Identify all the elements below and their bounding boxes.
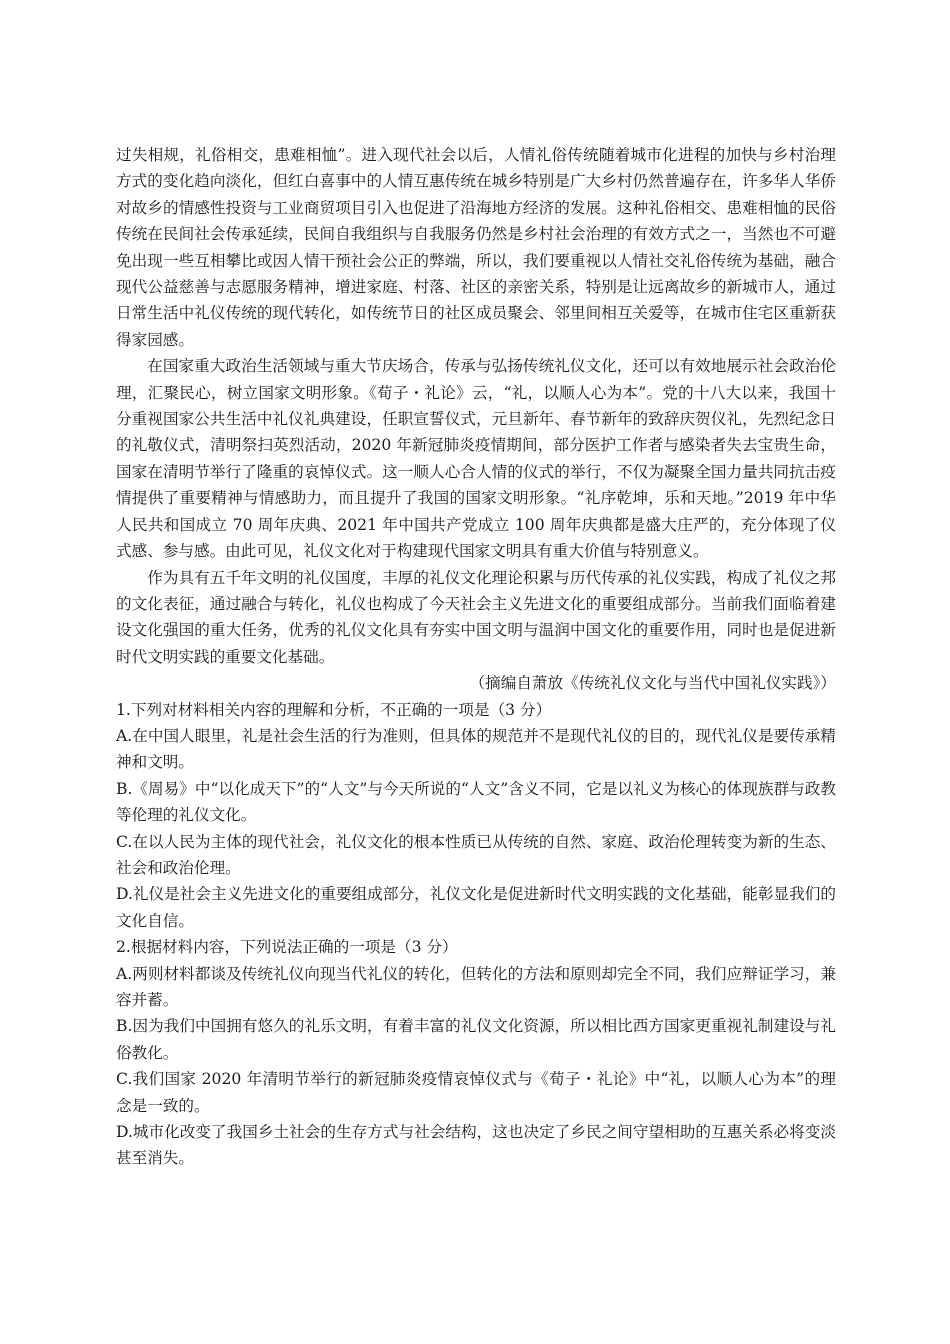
question-option-b: B.《周易》中“以化成天下”的“人文”与今天所说的“人文”含义不同，它是以礼义为核心的体现族群与政教等伦理的礼仪文化。: [116, 779, 836, 825]
question-option-d: D.礼仪是社会主义先进文化的重要组成部分，礼仪文化是促进新时代文明实践的文化基础，能彰显我们的文化自信。: [116, 885, 836, 930]
question-list: [116, 697, 836, 1172]
article-body: [116, 142, 836, 697]
question-option-d: D.城市化改变了我国乡土社会的生存方式与社会结构，这也决定了乡民之间守望相助的互惠关系必将变淡甚至消失。: [116, 1123, 836, 1168]
article-paragraph-3: 作为具有五千年文明的礼仪国度，丰厚的礼仪文化理论积累与历代传承的礼仪实践，构成了礼仪之邦的文化表征，通过融合与转化，礼仪也构成了今天社会主义先进文化的重要组成部分。当前我们面临着建设文化强国的重大任务，优秀的礼仪文化具有夯实中国文明与温润中国文化的重要作用，同时也是促进新时代文明实践的重要文化基础。: [116, 568, 836, 666]
question-option-a: A.在中国人眼里，礼是社会生活的行为准则，但具体的规范并不是现代礼仪的目的，现代礼仪是要传承精神和文明。: [116, 726, 836, 772]
article-paragraph-1: 过失相规，礼俗相交，患难相恤”。进入现代社会以后，人情礼俗传统随着城市化进程的加快与乡村治理方式的变化趋向淡化，但红白喜事中的人情互惠传统在城乡特别是广大乡村仍然普遍存在，许多华人华侨对故乡的情感性投资与工业商贸项目引入也促进了沿海地方经济的发展。这种礼俗相交、患难相恤的民俗传统在民间社会传承延续，民间自我组织与自我服务仍然是乡村社会治理的有效方式之一，当然也不可避免出现一些互相攀比或因人情干预社会公正的弊端，所以，我们要重视以人情社交礼俗传统为基础，融合现代公益慈善与志愿服务精神，增进家庭、村落、社区的亲密关系，特别是让远离故乡的新城市人，通过日常生活中礼仪传统的现代转化，如传统节日的社区成员聚会、邻里间相互关爱等，在城市住宅区重新获得家园感。: [116, 146, 836, 349]
question-option-c: C.我们国家 2020 年清明节举行的新冠肺炎疫情哀悼仪式与《荀子・礼论》中“礼，以顺人心为本”的理念是一致的。: [116, 1070, 836, 1115]
article-source-citation: （摘编自萧放《传统礼仪文化与当代中国礼仪实践》）: [469, 674, 836, 693]
question-option-c: C.在以人民为主体的现代社会，礼仪文化的根本性质已从传统的自然、家庭、政治伦理转变为新的生态、社会和政治伦理。: [116, 832, 836, 877]
question-option-b: B.因为我们中国拥有悠久的礼乐文明，有着丰富的礼仪文化资源，所以相比西方国家更重视礼制建设与礼俗教化。: [116, 1017, 836, 1062]
article-paragraph-2: 在国家重大政治生活领域与重大节庆场合，传承与弘扬传统礼仪文化，还可以有效地展示社会政治伦理，汇聚民心，树立国家文明形象。《荀子・礼论》云，“礼，以顺人心为本”。党的十八大以来，我国十分重视国家公共生活中礼仪礼典建设，任职宣誓仪式，元旦新年、春节新年的致辞庆贺仪礼，先烈纪念日的礼敬仪式，清明祭扫英烈活动，2020 年新冠肺炎疫情期间，部分医护工作者与感染者失去宝贵生命，国家在清明节举行了隆重的哀悼仪式。这一顺人心合人情的仪式的举行，不仅为凝聚全国力量共同抗击疫情提供了重要精神与情感助力，而且提升了我国的国家文明形象。“礼序乾坤，乐和天地。”2019 年中华人民共和国成立 70 周年庆典、2021 年中国共产党成立 100 周年庆典都是盛大庄严的，充分体现了仪式感、参与感。由此可见，礼仪文化对于构建现代国家文明具有重大价值与特别意义。: [116, 357, 836, 561]
question-option-a: A.两则材料都谈及传统礼仪向现当代礼仪的转化，但转化的方法和原则却完全不同，我们应辩证学习，兼容并蓄。: [116, 964, 836, 1009]
question-2: [116, 934, 836, 1172]
document-page: [116, 142, 836, 1172]
question-stem: 2.根据材料内容，下列说法正确的一项是（3 分）: [116, 938, 458, 957]
question-1: [116, 697, 836, 935]
question-stem: 1.下列对材料相关内容的理解和分析，不正确的一项是（3 分）: [116, 700, 552, 719]
